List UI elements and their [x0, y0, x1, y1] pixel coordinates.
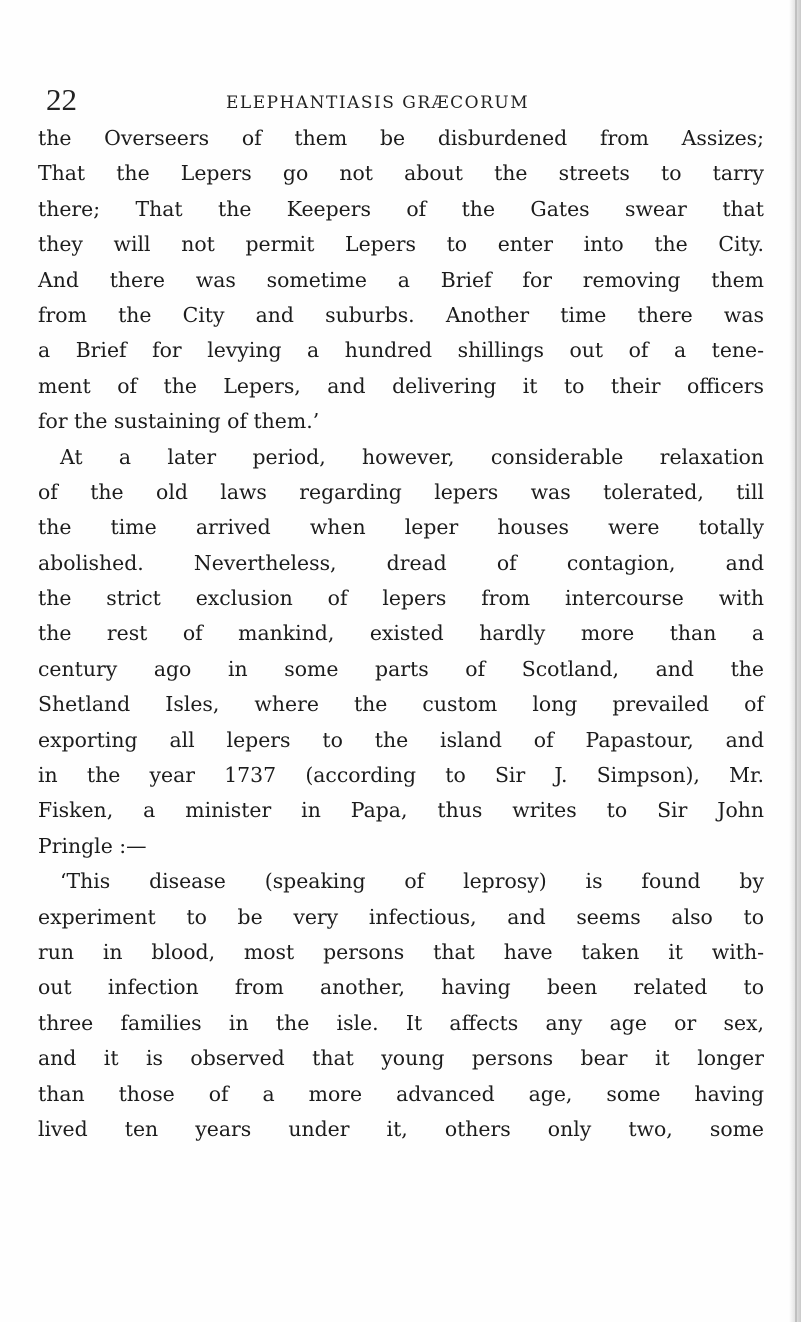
- text-line: At a later period, however, considerable relaxation: [60, 444, 764, 469]
- text-line: of the old laws regarding lepers was tolerated, till: [38, 479, 764, 504]
- text-line: century ago in some parts of Scotland, and the: [38, 656, 764, 681]
- text-line: out infection from another, having been related to: [38, 975, 764, 1000]
- text-line: the rest of mankind, existed hardly more than a: [38, 621, 764, 646]
- text-line: And there was sometime a Brief for removing them: [38, 267, 764, 292]
- body-text: [38, 121, 764, 1147]
- page-header: [0, 76, 801, 126]
- text-line: experiment to be very infectious, and seems also to: [38, 904, 764, 929]
- text-line: three families in the isle. It affects any age or sex,: [38, 1010, 764, 1035]
- text-line: they will not permit Lepers to enter into the City.: [38, 232, 764, 257]
- page-edge-shadow: [789, 0, 801, 1322]
- text-line: Shetland Isles, where the custom long prevailed of: [38, 692, 764, 717]
- text-line: a Brief for levying a hundred shillings out of a tene-: [38, 338, 764, 363]
- text-line: the strict exclusion of lepers from intercourse with: [38, 586, 764, 611]
- text-line: Fisken, a minister in Papa, thus writes to Sir John: [38, 798, 764, 823]
- text-line: and it is observed that young persons bear it longer: [38, 1046, 764, 1071]
- text-line: That the Lepers go not about the streets to tarry: [38, 161, 764, 186]
- text-line: in the year 1737 (according to Sir J. Simpson), Mr.: [38, 763, 764, 788]
- text-line: the time arrived when leper houses were totally: [38, 515, 764, 540]
- text-line: abolished. Nevertheless, dread of contagion, and: [38, 550, 764, 575]
- text-line: for the sustaining of them.’: [38, 409, 320, 434]
- text-line: lived ten years under it, others only two, some: [38, 1116, 764, 1141]
- running-head: ELEPHANTIASIS GRÆCORUM: [226, 93, 530, 113]
- text-line: ment of the Lepers, and delivering it to their officers: [38, 373, 764, 398]
- text-line: there; That the Keepers of the Gates swear that: [38, 196, 764, 221]
- text-line: from the City and suburbs. Another time there was: [38, 302, 764, 327]
- page-number: 22: [46, 82, 77, 117]
- text-line: ‘This disease (speaking of leprosy) is found by: [60, 869, 764, 894]
- text-line: exporting all lepers to the island of Papastour, and: [38, 727, 764, 752]
- text-line: than those of a more advanced age, some having: [38, 1081, 764, 1106]
- text-line: the Overseers of them be disburdened from Assizes;: [38, 126, 764, 150]
- text-line: run in blood, most persons that have taken it with-: [38, 939, 764, 964]
- text-line: Pringle :—: [38, 833, 147, 858]
